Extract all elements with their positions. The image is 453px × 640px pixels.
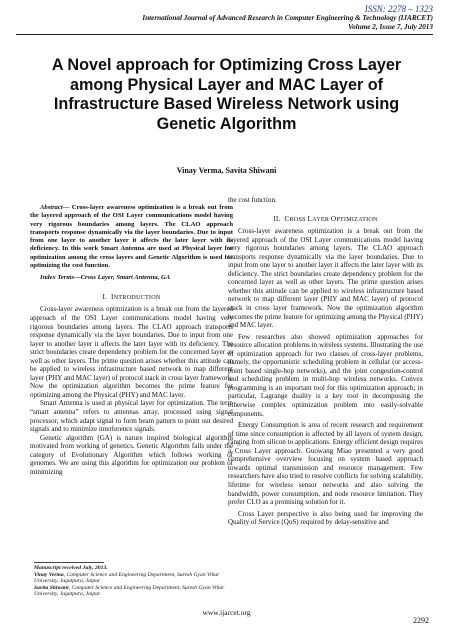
abstract-text: Cross-layer awareness optimization is a break out from the layered approach of the OSI Layer communications model having very rigorous boundaries among layers. The CLAO approach transports response dynamically via the layer boundaries. Due to input from one layer to another layer it affects the later layer with its deficiency. In this work Smart Antenna are used at Physical layer for optimization among the cross layers and Genetic Algorithm is used for optimizing the cost function. — [30, 204, 233, 270]
page-number: 2292 — [413, 616, 429, 625]
section-heading-cross-layer: II. CROSS LAYER OPTIMIZATION — [273, 214, 378, 223]
intro-paragraph-1: Cross-layer awareness optimization is a break out from the layered approach of the OSI Layer communications model having very rigorous boundaries among layers. The CLAO approach transports response dynamically via the layer boundaries. Due to input from one layer to another layer it affects the later layer with its deficiency. The strict boundaries create dependency problem for the concerned layer as well as other layers. The prime question arises whether this attitude can be applied to wireless infrastructure based network to map different layer (PHY and MAC layer) of protocol stack in cross layer framework. Now the optimization algorithm becomes the prime feature for optimizing among the Physical (PHY) and MAC layer. — [30, 305, 233, 399]
journal-header — [33, 14, 433, 32]
issn-label: ISSN: 2278 – 1323 — [364, 4, 433, 14]
cross-layer-paragraph-3: Energy Consumption is area of recent research and requirement of time since consumption is affected by all layers of system design, ranging from silicon to applications. Energy efficient design requires a Cross Layer approach. Guowang Miao presented a very good comprehensive overview focusing on system based approach towards optimal transmission and resource management. Few researchers have also tried to resolve conflicts for solving scalability, lifetime for wireless sensor networks and also solving the bandwidth, power consumption, and node resource limitation. They prefer CLO as a promising solution for it. — [228, 421, 423, 507]
footnote — [34, 565, 229, 598]
paper-title: A Novel approach for Optimizing Cross Layer among Physical Layer and MAC Layer of Infrastructure Based Wireless Network using Genetic Algorithm — [51, 56, 402, 133]
index-terms: Index Terms—Cross Layer, Smart Antenna, GA — [40, 274, 171, 282]
author-2-affiliation: Savita Shiwani, Computer Science and Engineering Department, Suresh Gyan Vihar University, Jagatpura, Jaipur. — [34, 584, 225, 597]
footnote-rule — [34, 562, 104, 563]
author-1-affiliation: Vinay Verma, Computer Science and Engineering Department, Suresh Gyan Vihar University, Jagatpura, Jaipur — [34, 571, 220, 584]
journal-name: International Journal of Advanced Research in Computer Engineering & Technology (IJARCET) — [142, 14, 433, 22]
journal-volume: Volume 2, Issue 7, July 2013 — [348, 23, 433, 31]
left-column — [30, 204, 233, 476]
intro-paragraph-2: Smart Antenna is used at physical layer for optimization. The term “smart antenna” refers to antennas array, processed using signal processor, which adapt signal to form beam pattern to point out desired signals and to minimize interference signals. — [30, 399, 233, 434]
cross-layer-paragraph-1: Cross-layer awareness optimization is a break out from the layered approach of the OSI Layer communications model having very rigorous boundaries among layers. The CLAO approach transports response dynamically via the layer boundaries. Due to input from one layer to another layer it affects the later layer with its deficiency. The strict boundaries create dependency problem for the concerned layer as well as other layers. The prime question arises whether this attitude can be applied to wireless infrastructure based network to map different layer (PHY and MAC layer) of protocol stack in cross layer framework. Now the optimization algorithm becomes the prime feature for optimizing among the Physical (PHY) and MAC layer. — [228, 227, 423, 330]
cross-layer-paragraph-2: Few researches also showed optimization approaches for resource allocation problems in wireless systems. Illustrating the use of optimization approach for two classes of cross-layer problems, namely, the opportunistic scheduling problem in cellular (or access-point based single-hop networks), and the joint congestion-control and scheduling problem in multi-hop wireless networks. Convex programming is an important tool for this optimization approach; in particular, Lagrange duality is a key tool in decomposing the otherwise complex optimization problem into easily-solvable components. — [228, 332, 423, 418]
intro-paragraph-3: Genetic algorithm (GA) is nature inspired biological algorithm motivated from working of genetics. Genetic Algorithm falls under the category of Evolutionary Algorithm which follows working of genomes. We are using this algorithm for optimization our problem of minimizing — [30, 433, 233, 476]
cross-layer-paragraph-4: Cross Layer perspective is also being used for improving the Quality of Service (QoS) required by delay-sensitive and — [228, 509, 423, 527]
header-rule — [16, 34, 433, 35]
abstract-lead: Abstract— — [40, 204, 70, 211]
footer-website[interactable]: www.ijarcet.org — [202, 608, 251, 617]
paper-authors: Vinay Verma, Savita Shiwani — [176, 166, 277, 175]
manuscript-received: Manuscript received July, 2013. — [34, 565, 108, 571]
abstract — [30, 204, 233, 270]
continued-text: the cost function. — [228, 196, 277, 204]
right-column — [228, 196, 423, 527]
section-heading-introduction: I. INTRODUCTION — [102, 292, 161, 301]
